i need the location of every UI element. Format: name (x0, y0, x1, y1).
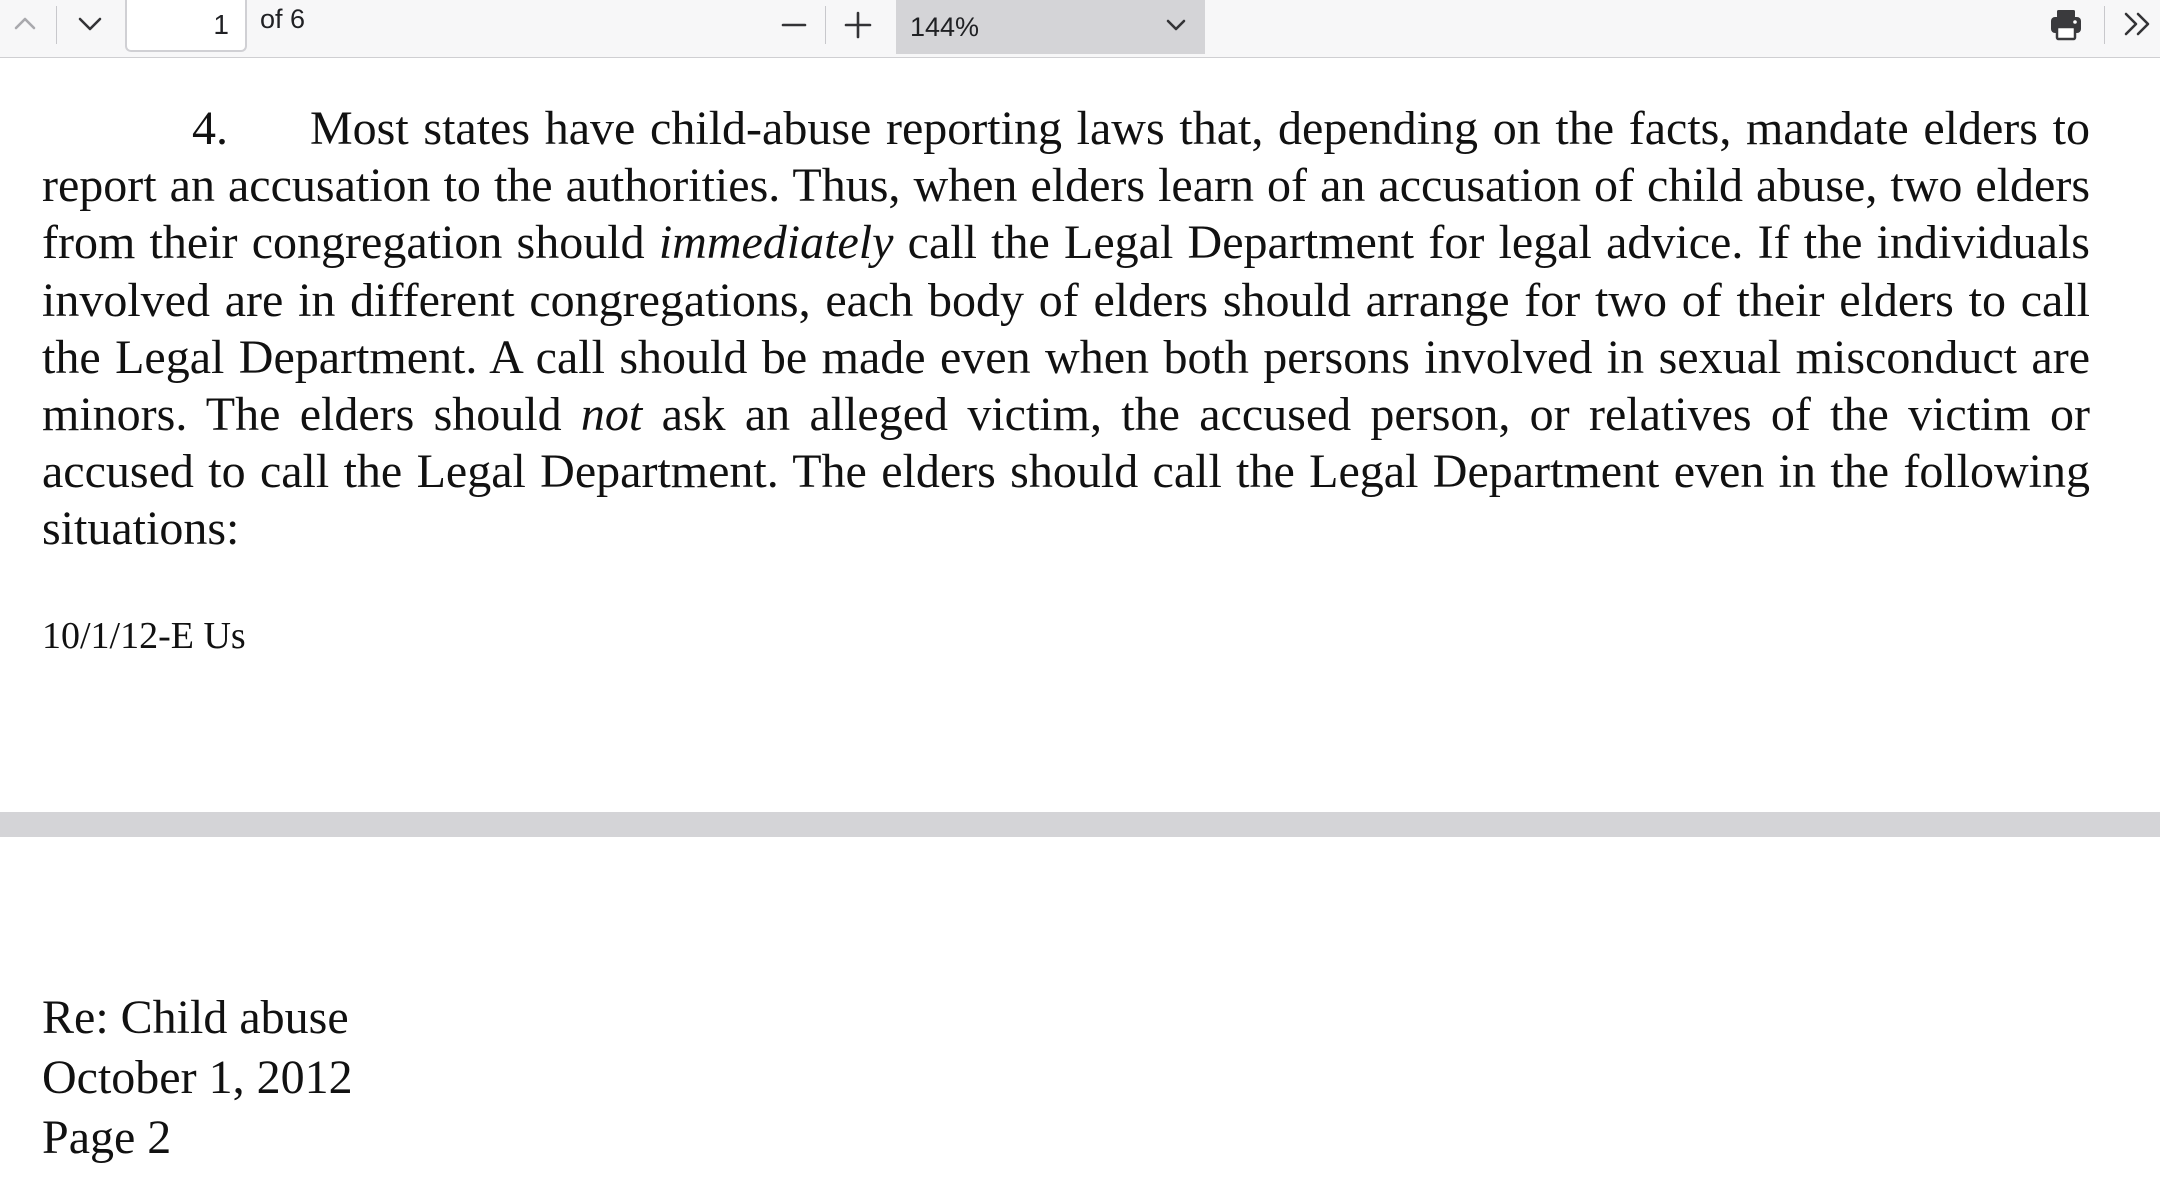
page-2-header (42, 988, 353, 1168)
double-chevron-right-icon (2120, 8, 2156, 40)
chevron-up-icon (10, 9, 40, 39)
toolbar-divider (56, 6, 57, 44)
chevron-down-icon (74, 9, 106, 39)
paragraph-4 (42, 100, 2090, 558)
header-subject: Re: Child abuse (42, 991, 349, 1044)
more-tools-button[interactable] (2118, 0, 2158, 48)
next-page-button[interactable] (70, 0, 110, 48)
zoom-select[interactable] (896, 0, 1205, 54)
minus-icon (779, 9, 809, 39)
toolbar-divider (2104, 6, 2105, 44)
paragraph-emphasis-not: not (580, 388, 643, 442)
header-date: October 1, 2012 (42, 1051, 353, 1104)
plus-icon (842, 8, 874, 40)
chevron-down-icon (1163, 14, 1189, 36)
pdf-toolbar (0, 0, 2160, 58)
toolbar-divider (825, 6, 826, 44)
print-button[interactable] (2044, 0, 2088, 48)
page-total-label: of 6 (260, 4, 306, 34)
paragraph-emphasis-immediately: immediately (658, 216, 894, 270)
printer-icon (2047, 5, 2085, 43)
page-footer-code: 10/1/12-E Us (42, 615, 246, 657)
paragraph-text-part2: call the Legal Department for legal advice. If the individuals involved are in different congregations, each body of elders should arrange for two of their elders to call the Legal Department. A call should be made even when both persons involved in sexual misconduct are minors. The elders should (42, 216, 2090, 442)
header-page-number: Page 2 (42, 1111, 172, 1164)
zoom-value: 144% (910, 11, 980, 42)
zoom-out-button[interactable] (776, 0, 812, 48)
paragraph-number: 4. (192, 102, 228, 155)
page-separator (0, 812, 2160, 837)
paragraph-text-part1: Most states have child-abuse reporting laws that, depending on the facts, mandate elders to report an accusation to the authorities. Thus, when elders learn of an accusation of child abuse, two elders from their congregation should (42, 102, 2090, 270)
previous-page-button[interactable] (6, 0, 44, 48)
zoom-in-button[interactable] (838, 0, 878, 48)
page-number-value: 1 (213, 9, 229, 40)
page-number-input[interactable] (125, 0, 247, 52)
paragraph-text-part3: ask an alleged victim, the accused person, or relatives of the victim or accused to call the Legal Department. The elders should call the Legal Department even in the following situations: (42, 388, 2091, 556)
